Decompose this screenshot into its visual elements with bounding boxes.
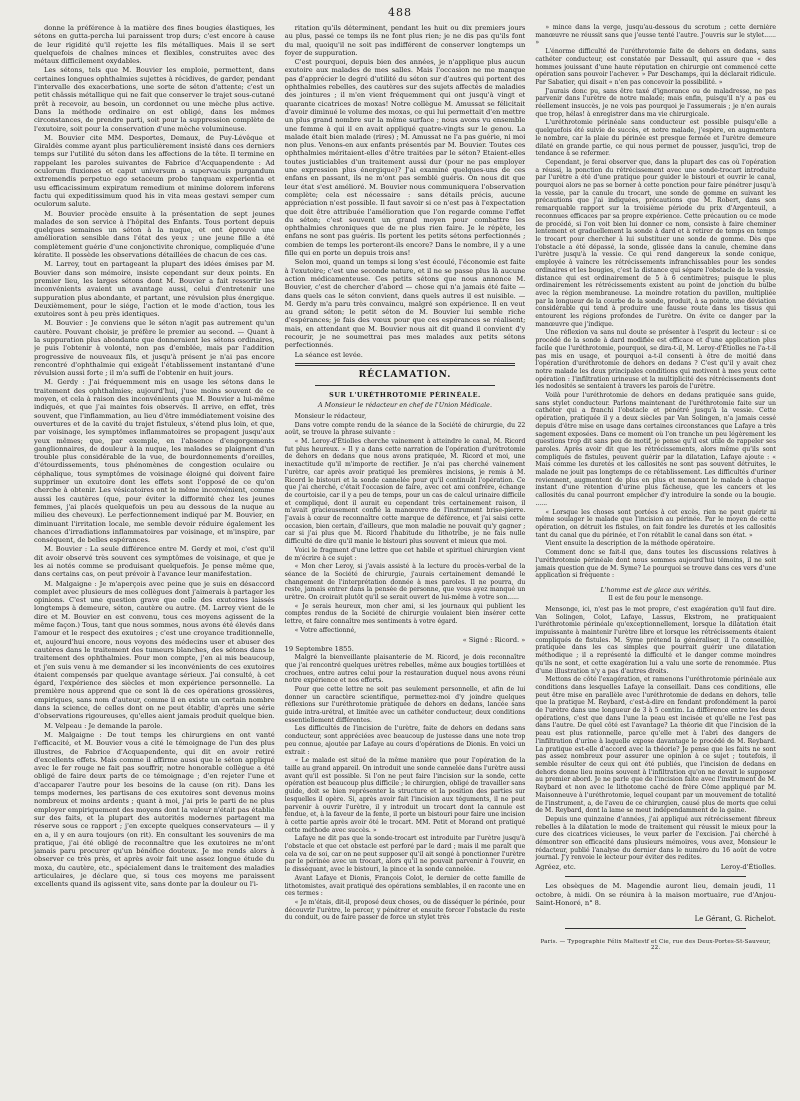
paragraph: L'énorme difficulté de l'uréthrotomie faite de dehors en dedans, sans cathéter conducteur, est constatée par Dessault, qui assure que « des hommes jouissant d'une haute réputation en chirurgie ont commencé cette opération sans pouvoir l'achever. » Par Deschamps, qui la déclarait ridicule. Par Sabatier, qui disait « n'en pas concevoir la possibilité. » bbox=[535, 48, 777, 86]
paragraph: M. Gerdy : J'ai fréquemment mis en usage les sétons dans le traitement des ophthalmies; aujourd'hui, j'use moins souvent de ce moyen, et cela à raison des inconvénients que M. Bouvier a lui-même indiqués, et que j'ai maintes fois observés. Il arrive, en effet, très souvent, que l'inflammation, au lieu d'être immédiatement voisine des ouvertures et de la cavité du trajet fistuleux, s'étend plus loin, et que, par voisinage, les symptômes inflammatoires se propagent jusqu'aux yeux mêmes; que, par exemple, en l'absence d'engorgements ganglionnaires, de douleur à la nuque, les malades se plaignent d'un trouble plus considérable de la vue, de bourdonnements d'oreilles, d'étourdissements, tous phénomènes de congestion oculaire ou céphalique, tous symptômes de voisinage éloigné qui doivent faire supprimer un exutoire dont les effets sont l'opposé de ce qu'on cherche à obtenir. Les vésicatoires ont le même inconvénient, comme aussi les cautères (que, pour éviter la difformité chez les jeunes femmes, j'ai placés quelquefois un peu au dessous de la nuque au milieu des cheveux). Le perfectionnement indiqué par M. Bouvier, en diminuant l'irritation locale, me semble devoir réduire également les chances d'irradiations inflammatoires par voisinage, et m'inspire, par conséquent, de belles espérances. bbox=[34, 378, 275, 545]
paragraph: donne la préférence à la matière des fines bougies élastiques, les sétons en gutta-percha lui paraissent trop durs; c'est encore à cause de leur rigidité qu'il rejette les fils métalliques. Mais il se sert quelquefois de chaînes minces et flexibles, construites avec des métaux difficilement oxydables. bbox=[34, 24, 275, 66]
paragraph: Depuis une quinzaine d'années, j'ai appliqué aux rétrécissement fibreux rebelles à la dilatation le mode de traitement qui réussit le mieux pour la cure des cicatrices vicieuses, le veux parler de l'excision. J'ai cherché à démontrer son efficacité dans plusieurs mémoires, vous avez, Monsieur le rédacteur, publié l'analyse du dernier dans le numéro du 16 août de votre journal. J'y renvoie le lecteur pour éviter des redites. bbox=[535, 815, 777, 862]
paragraph: « Lorsque les choses sont portées à cet excès, rien ne peut guérir ni même soulager le malade que l'incision au périnée. Par le moyen de cette opération, on détruit les fistules, on fait fondre les duretés et les callosités tant du canal que du périnée, et l'on rétablit le canal dans son état. » bbox=[535, 508, 777, 539]
middle-column bbox=[285, 24, 526, 1067]
paragraph: L'uréthrotomie périnéale sans conducteur est possible puisqu'elle a quelquefois été suivie de succès, et notre malade, j'espère, en augmentera le nombre, car la plaie du périnée est presque fermée et l'urètre demeure dilaté en grande partie, ce qui nous permet de pousser, jusqu'ici, trop de tendance à se refermer. bbox=[535, 119, 777, 158]
paragraph: Mensonge, ici, n'est pas le mot propre, c'est exagération qu'il faut dire. Van Solingen, Colot, Lafaye, Lassus, Ekstrom, ne pratiquaient l'uréthrotomie périnéale qu'exceptionnellement, lorsque la dilatation était impuissante à maintenir l'urètre libre et lorsque les rétrécissements étaient compliqués de fistules. M. Syme prétend la généraliser, il l'a conseillée, pratiquée dans les cas simples que pourrait guérir une dilatation méthodique ; il a représenté la difficulté et le danger comme moindres qu'ils ne sont, et cette exagération lui a valu une sorte de renommée. Plus d'une illustration n'y a pas d'autres droits. bbox=[535, 605, 777, 675]
paragraph: M. Bouvier procède ensuite à la présentation de sept jeunes malades de son service à l'hôpital des Enfants. Tous portent depuis quelques semaines un séton à la nuque, et ont éprouvé une amélioration sensible dans l'état des yeux ; une jeune fille a été complètement guérie d'une conjonctivite chronique, compliquée d'une kératite. Il possède les observations détaillées de chacun de ces cas. bbox=[34, 209, 275, 260]
closing-signature: Leroy-d'Étiolles. bbox=[720, 863, 777, 872]
left-column bbox=[34, 24, 275, 1067]
manager-signature: Le Gérant, G. Richelot. bbox=[694, 915, 777, 924]
page-number: 488 bbox=[388, 6, 412, 19]
paragraph: Selon moi, quand un temps si long s'est écoulé, l'économie est faite à l'exutoire; c'est une seconde nature, et il ne se passe plus là aucune action médicamenteuse. Ces petits sétons que nous annonce M. Bouvier, c'est de chercher d'abord — chose qui n'a jamais été faite — dans quels cas le séton convient, dans quels autres il est nuisible. — M. Gerdy m'a paru très convaincu, malgré son expérience. Il en veut au grand séton; le petit séton de M. Bouvier lui semble riche d'espérances; je fais des vœux pour que ces espérances se réalisent; mais, en attendant que M. Bouvier nous ait dit quand il convient d'y recourir, je ne soumettrai pas mes malades aux petits sétons perfectionnés. bbox=[284, 258, 526, 350]
obituary-rule bbox=[565, 876, 746, 877]
paragraph: Dans votre compte rendu de la séance de la Société de chirurgie, du 22 août, se trouve la phrase suivante : bbox=[284, 421, 526, 437]
paragraph: Une réflexion va sans nul doute se présenter à l'esprit du lecteur : si ce procédé de la sonde à dard modifiée est efficace et d'une application plus facile que l'uréthrotomie, pourquoi, se dira-t-il, M. Leroy-d'Étiolles ne l'a-t-il pas mis en usage, et pourquoi a-t-il consenti à être de moitié dans l'opération d'uréthrotomie de dehors en dedans ? C'est qu'il y avait chez notre malade les deux principales conditions qui motivent à mes yeux cette opération : l'infiltration urineuse et la multiplicité des rétrécissements dont les nodosités se sentaient à travers les parois de l'urètre. bbox=[535, 329, 777, 391]
obituary-notice: Les obsèques de M. Magendie auront lieu, demain jeudi, 11 octobre, à midi. On se réunira à la maison mortuaire, rue d'Anjou-Saint-Honoré, n° 8. bbox=[535, 882, 777, 908]
paragraph: Malgré la bienveillante plaisanterie de M. Ricord, je dois reconnaître que j'ai rencontré quelques urètres rebelles, même aux bougies tortillées et crochues, entre autres celui pour la restauration duquel nous avons réuni notre expérience et nos efforts. bbox=[284, 654, 526, 685]
paragraph: » mince dans la verge, jusqu'au-dessous du scrotum ; cette dernière manœuvre ne réussit sans que j'eusse tenté l'autre. J'ouvris sur le stylet...... » bbox=[535, 24, 777, 47]
paragraph: Voilà pour l'uréthrotomie de dehors en dedans pratiquée sans guide, sans stylet conducteur. Parlons maintenant de l'uréthrotomie faite sur un cathéter qui a franchi l'obstacle et pénétré jusqu'à la vessie. Cette opération, pratiquée il y a deux siècles par Van Solingen, n'a jamais cessé depuis d'être mise en usage dans certaines circonstances que Lafaye a très sagement exposées. Dans ce moment où l'on tranche un peu légèrement les questions trop dit sans peu de motif, je pense qu'il est utile de rappeler ses paroles. Après avoir dit que les rétrécissements, alors même qu'ils sont compliqués de fistules, peuvent guérir par la dilatation, Lafaye ajoute : « Mais comme les duretés et les callosités ne sont pas souvent détruites, le malade ne jouit pas longtemps de ce rétablissement. Les difficultés d'uriner reviennent, augmentent de plus en plus et menacent le malade à chaque instant d'une rétention d'urine plus fâcheuse, que les cancers et les callosités du canal pourront empêcher d'y introduire la sonde ou la bougie. ...... bbox=[535, 392, 777, 507]
paragraph: La séance est levée. bbox=[294, 350, 363, 359]
reclamation-title: RÉCLAMATION. bbox=[358, 369, 452, 380]
paragraph: ritation qu'ils déterminent, pendant les huit ou dix premiers jours au plus, passé ce temps ils ne font plus rien; je ne dis pas qu'ils font du mal, quoiqu'il ne soit pas indifférent de conserver longtemps un foyer de suppuration. bbox=[284, 24, 526, 57]
title-rule bbox=[315, 385, 496, 386]
right-text-a bbox=[535, 24, 776, 580]
right-column bbox=[535, 24, 776, 1067]
paragraph: « Le malade est situé de la même manière que pour l'opération de la taille au grand appareil. On introduit une sonde cannelée dans l'urètre aussi avant qu'il est possible. Si l'on ne peut faire l'incision sur la sonde, cette opération est beaucoup plus difficile ; le chirurgien, obligé de travailler sans guide, doit se bien représenter la structure et la position des parties sur lesquelles il opère. Si, après avoir fait l'incision aux téguments, il ne peut parvenir à ouvrir l'urètre, il y introduit un trocart dont la cannule est fendue, et, à la faveur de la fente, il porte un bistouri pour faire une incision à cette partie après avoir ôté le trocart. MM. Petit et Morand ont pratiqué cette méthode avec succès. » bbox=[284, 757, 526, 834]
poem-line: Il est de feu pour le mensonge. bbox=[608, 594, 703, 602]
paragraph: Lafaye ne dit pas que la sonde-trocart est introduite par l'urètre jusqu'à l'obstacle et que cet obstacle est perforé par le dard ; mais il me paraît que cela va de soi, car on ne peut supposer qu'il ait songé à ponctionner l'urètre par le périnée avec un trocart, alors qu'il ne pouvait parvenir à l'ouvrir, en le disséquant, avec le bistouri, la pince et la sonde cannelée. bbox=[284, 835, 526, 874]
paragraph: C'est pourquoi, depuis bien des années, je n'applique plus aucun exutoire aux malades de mes salles. Mais l'occasion ne me manque pas d'apprécier le degré d'utilité du séton sur d'autres qui portent des ophthalmies rebelles, des cautères sur des sujets affectés de maladies des jointures ; il m'en vient fréquemment qui ont jusqu'à vingt et quarante cicatrices de moxas! Notre collègue M. Amussat se félicitait d'avoir diminué le volume des moxas, ce qui lui permettait d'en mettre un plus grand nombre sur la même surface ; nous avons vu ensemble une femme à qui il en avait appliqué quatre-vingts sur le genou. La malade était bien malade (rires) ; M. Amussat ne l'a pas guérie, ni moi non plus. Venons-en aux enfants présentés par M. Bouvier. Toutes ces ophthalmies méritaient-elles d'être traitées par le séton? Etaient-elles toutes justiciables d'un traitement aussi dur (pour ne pas employer une expression plus énergique)? J'ai examiné quelques-uns de ces enfans en passant, ils ne m'ont pas semblé guéris. On nous dit que leur état s'est amélioré. M. Bouvier nous communiquera l'observation complète; cela est nécessaire : sans détails précis, aucune appréciation n'est possible. Il faut savoir si ce n'est pas à l'expectation que doit être attribuée l'amélioration que l'on regarde comme l'effet du séton; c'est souvent un grand moyen pour combattre les ophthalmies chroniques que de ne plus rien faire. Je le répète, les enfans ne sont pas guéris. Ils portent les petits sétons perfectionnés ; combien de temps les porteront-ils encore? Dans le nombre, il y a une fille qui en porte un depuis trois ans! bbox=[284, 58, 526, 258]
paragraph: M. Bouvier : La seule différence entre M. Gerdy et moi, c'est qu'il dit avoir observé très souvent ces symptômes de voisinage, et que je les ai notés comme se produisant quelquefois. Je pense même que, dans certains cas, on peut prévoir à l'avance leur manifestation. bbox=[34, 545, 275, 579]
paragraph: J'aurais donc pu, sans être taxé d'ignorance ou de maladresse, ne pas parvenir dans l'urètre de notre malade; mais enfin, puisqu'il n'y a pas eu réellement insuccès, je ne vois pas pourquoi je l'assumerais ; je n'en aurais que trop, hélas! à enregistrer dans ma vie chirurgicale. bbox=[535, 87, 777, 118]
paragraph: M. Velpeau : Je demande la parole. bbox=[44, 721, 163, 730]
paragraph: Pour que cette lettre ne soit pas seulement personnelle, et afin de lui donner un caractère scientifique, permettez-moi d'y joindre quelques réflexions sur l'uréthrotomie pratiquée de dehors en dedans, lancée sans guide intra-urétral, et limitée avec un cathéter conducteur, deux conditions essentiellement différentes. bbox=[284, 685, 526, 724]
paragraph: Comment donc se fait-il que, dans toutes les discussions relatives à l'uréthrotomie périnéale dont nous sommes aujourd'hui témoins, il ne soit jamais question que de M. Syme? Le pourquoi se trouve dans ces vers d'une application si fréquente : bbox=[535, 549, 777, 580]
section-divider bbox=[295, 363, 516, 366]
paragraph: « M. Leroy-d'Étiolles cherche vainement à atteindre le canal, M. Ricord fut plus heureux. » Il y a dans cette narration de l'opération d'urétrotomie de dehors en dedans que nous avons pratiquée, M. Ricord et moi, une inexactitude qu'il m'importe de rectifier. Je n'ai pas cherché vainement l'urètre, car après avoir pratiqué les premières incisions, je remis à M. Ricord le bistouri et la sonde cannelée pour qu'il continuât l'opération. Ce que j'ai cherché, c'était l'occasion de faire, avec cet ami confrère, échange de courtoisie, car il y a peu de temps, pour un cas de calcul urinaire difficile et compliqué, dont il aurait eu cependant très certainement raison, il m'avait gracieusement confié la manœuvre de l'instrument brise-pierre. J'avais à cœur de reconnaître cette marque de déférence, et j'ai saisi cette occasion, bien certain, d'ailleurs, que mon maladie ne pouvait qu'y gagner ; car si j'ai plus que M. Ricord l'habitude du lithotribe, je ne fais nulle difficulté de dire qu'il manie le bistouri plus souvent et mieux que moi. bbox=[284, 437, 526, 546]
paragraph: M. Malgaigne : Je m'aperçois avec peine que je suis en désaccord complet avec plusieurs de mes collègues dont j'aimerais à partager les opinions. C'est une question grave que celle des exutoires laissés longtemps à demeure, séton, cautère ou autre. (M. Larrey vient de le dire et M. Bouvier en est convenu, tous ces moyens agissent de la même façon.) Tous, tant que nous sommes, nous avons été élevés dans l'amour et le respect des exutoires ; c'est une croyance traditionnelle, et, aujourd'hui encore, nous voyons des médecins user et abuser des cautères dans le traitement des tumeurs blanches, des sétons dans le traitement des ophthalmies. Pour mon compte, j'en ai mis beaucoup, et j'en suis venu à me demander si les inconvénients de ces exutoires étaient compensés par quelque avantage sérieux. J'ai consulté, à cet égard, l'expérience des siècles et mon expérience personnelle. La première nous apprend que ce sont là de ces opérations grossières, empiriques, sans nom d'auteur, comme il en existe un certain nombre dans la science, de celles dont on ne peut établir, d'après une série d'observations rigoureuses, qu'elles aient jamais produit quelque bien. bbox=[34, 579, 275, 721]
letter-signature: « Signé : Ricord. » bbox=[462, 635, 526, 644]
paragraph: Monsieur le rédacteur, bbox=[294, 412, 367, 420]
letter-continuation bbox=[285, 654, 526, 922]
paragraph: « Je serais heureux, mon cher ami, si les journaux qui publient les comptes rendus de la Société de chirurgie voulaient bien insérer cette lettre, et faire connaître mes sentiments à votre égard. bbox=[284, 602, 526, 626]
closing-formula: Agréez, etc. bbox=[535, 863, 576, 872]
paragraph: M. Malgaigne : De tout temps les chirurgiens en ont vanté l'efficacité, et M. Bouvier vous a cité le témoignage de l'un des plus illustres, de Fabrice d'Acquapendente, qui dit en avoir retiré d'excellents effets. Mais comme il affirme aussi que le séton appliqué avec le fer rouge ne fait pas souffrir, notre honorable collègue a été obligé de faire deux parts de ce témoignage ; d'en rejeter l'une et d'accaparer l'autre pour les besoins de la cause (on rit). Dans les temps modernes, les partisans de ces exutoires sont devenus moins nombreux et moins ardents ; quant à moi, j'ai pris le parti de ne plus employer empiriquement des moyens dont la valeur n'était pas établie sur des faits, et la plupart des autorités modernes partagent ma réserve sous ce rapport ; j'en excepte quelques conservateurs — il y en a, il y en aura toujours (on rit). En consultant les souvenirs de ma pratique, j'ai été obligé de reconnaître que les exutoires ne m'ont jamais paru procurer qu'un bénéfice douteux. Je me rends alors à observer ce très près, et après avoir fait une assez longue étude du moxa, du cautère, etc., spécialement dans le traitement des maladies articulaires, je déclare que, si tous ces moyens me paraissent excellents quand ils agissent vite, sans donte par la douleur ou l'i- bbox=[34, 730, 275, 889]
discussion-text bbox=[285, 24, 526, 359]
letter-date: 19 Septembre 1855. bbox=[284, 644, 354, 653]
paragraph: « Je m'étais, dit-il, proposé deux choses, ou de disséquer le périnée, pour découvrir l'urètre, le percer, y pénétrer et ensuite forcer l'obstacle du reste du conduit, ou de faire passer de force un stylet très bbox=[284, 898, 526, 922]
paragraph: M. Larrey, tout en partageant la plupart des idées émises par M. Bouvier dans son mémoire, insiste cependant sur deux points. En premier lieu, les larges sétons dont M. Bouvier a fait ressortir les inconvénients avaient un avantage aussi, celui d'entretenir une suppuration plus abondante, et partant, une révulsion plus énergique. Deuxièmement, pour le siége, l'action et le mode d'action, tous les exutoires sont à peu près identiques. bbox=[34, 260, 275, 319]
printer-imprint: Paris. — Typographie Félix Maltestf et Cie, rue des Deux-Portes-St-Sauveur, 22. bbox=[540, 939, 771, 952]
paragraph: M. Bouvier : Je conviens que le séton n'agit pas autrement qu'un cautère. Pouvant choisir, je préfère le premier au second. — Quant à la suppuration plus abondante que donneraient les sétons ordinaires, je puis l'obtenir à volonté, non pas d'emblée, mais par l'addition progressive de nouveaux fils, et jusqu'à présent je n'ai pas encore rencontré d'ophthalmie qui exigeât l'établissement instantané d'une révulsion aussi forte ; il m'a suffi de l'obtenir en huit jours. bbox=[34, 319, 275, 378]
closing bbox=[535, 863, 776, 871]
paragraph: Mettons de côté l'exagération, et ramenons l'uréthrotomie périnéale aux conditions dans lesquelles Lafaye la conseillait. Dans ces conditions, elle peut être mise en parallèle avec l'uréthrotomie de dedans en dehors, telle que la pratique M. Reybard, c'est-à-dire en fendant profondément la paroi de l'urètre dans une longueur de 3 à 5 centim. La différence entre les deux opérations, c'est que dans l'une la peau est incisée et qu'elle ne l'est pas dans l'autre. De quel côté est l'avantage? La théorie dit que l'incision de la peau est plus rationnelle, parce qu'elle met à l'abri des dangers de l'infiltration d'urine à laquelle expose davantage le procédé de M. Reybard. La pratique est-elle d'accord avec la théorie? Je pense que les faits ne sont pas assez nombreux pour assurer une opinion à ce sujet ; toutefois, il semble résulter de ceux qui ont été publiés, que l'incision de dedans en dehors donne lieu moins souvent à l'infiltration qu'on ne devait le supposer au premier abord. Je ne parle que de l'incision faite avec l'instrument de M. Reybard et non avec le lithotome caché de frère Côme appliqué par M. Maisonneuve à l'uréthrotomie, lequel coupant par un mouvement de totalité de l'instrument, a, de l'aveu de ce chirurgien, causé plus de morts que celui de M. Reybard, dont la lame se meut indépendamment de la gaine. bbox=[535, 676, 777, 815]
imprint-rule bbox=[565, 928, 746, 929]
paragraph: Les sétons, tels que M. Bouvier les emploie, permettent, dans certaines longues ophthalmies sujettes à récidives, de garder, pendant l'intervalle des exacerbations, une sorte de séton d'attente; c'est un petit châssis métallique qui ne fait que conserver le trajet sous-cutané prêt à recevoir, au besoin, un cordonnet ou une mèche plus active. Dans la méthode ordinaire on est obligé, dans les mêmes circonstances, de prendre parti, soit pour la suppression complète de l'exutoire, soit pour la conservation d'une mèche volumineuse. bbox=[34, 66, 275, 133]
letter-text bbox=[285, 413, 526, 635]
paragraph: « Mon cher Leroy, si j'avais assisté à la lecture du procès-verbal de la séance de la Société de chirurgie, j'aurais certainement demandé le changement de l'interprétation donnée à mes paroles. Il ne pourra, du reste, jamais entrer dans la pensée de personne, que vous ayez manqué un urètre. On croirait plutôt qu'il se serait ouvert de lui-même à votre son...... bbox=[284, 563, 526, 602]
reclamation-address: A Monsieur le rédacteur en chef de l'Union Médicale. bbox=[318, 400, 492, 409]
reclamation-subtitle: SUR L'URÉTHROTOMIE PÉRINÉALE. bbox=[329, 390, 481, 399]
paragraph: Avant Lafaye et Dionis, François Colot, le dernier de cette famille de lithotomistes, avait pratiqué des opérations semblables, il en raconte une en ces termes : bbox=[284, 874, 526, 898]
paragraph: Vient ensuite la description de la méthode opératoire. bbox=[545, 540, 715, 548]
paragraph: « Votre affectionné, bbox=[294, 626, 357, 634]
text-columns bbox=[34, 24, 776, 1067]
poem-title: L'homme est de glace aux vérités. bbox=[600, 585, 711, 594]
paragraph: Les difficultés de l'incision de l'urètre, faite de dehors en dedans sans conducteur, sont appréciées avec beaucoup de justesse dans une note trop peu connue, ajoutée par Lafaye au cours d'opérations de Dionis. En voici un extrait : bbox=[284, 725, 526, 756]
paragraph: M. Bouvier cite MM. Desportes, Demaux, de Puy-Lévêque et Giraldès comme ayant plus particulièrement insisté dans ces derniers temps sur l'utilité du séton dans les affections de la tête. Il termine en rappelant les paroles suivantes de Fabrice d'Acquapendente : Ad oculorum fluxiones et caput universum a supervacuis purgandum extremendis perpetuo ego setaceum probo tanquam experientia et usu efficacissimum expiratum remedium et minime dolorem inferens factu qui expeditissimum quod his in vita meas gestavi semper cum oculorum salute. bbox=[34, 133, 275, 209]
paragraph: Voici le fragment d'une lettre que cet habile et spirituel chirurgien vient de m'écrire à ce sujet : bbox=[284, 546, 526, 562]
right-text-b bbox=[535, 606, 776, 862]
paragraph: Cependant, je ferai observer que, dans la plupart des cas où l'opération a réussi, la ponction du rétrécissement avec une sonde-trocart introduite par l'urètre a été d'une pratique pour guider le bistouri et ouvrir le canal, pourquoi alors ne pas se borner à cette ponction pour faire pénétrer jusqu'à la vessie, par la canule du trocart, une sonde de gomme en suivant les précautions que j'ai indiquées, précautions que M. Robert, dans son remarquable rapport sur la troisième période du prix d'Argenteuil, a reconnues efficaces par sa propre expérience. Cette précaution ou ce mode de procédé, si l'on voit bien lui donner ce nom, consiste à faire cheminer lentement et graduellement la sonde à dard et à retirer de temps en temps le trocart pour chercher à lui substituer une sonde de gomme. Dès que l'obstacle a été dépassé, la sonde, glissée dans la canule, chemine dans l'urètre jusqu'à la vessie. Ce qui rend dangereux la sonde conique, employée à vaincre les rétrécissements infranchissables pour les sondes ordinaires et les bougies, c'est la distance qui sépare l'obstacle de la vessie, distance qui est ordinairement de 5 à 6 centimètres; puisque le plus ordinairement les rétrécissements existent au point de jonction du bulbe avec la région membraneuse. La moindre rotation du pavillon, multipliée par la longueur de la courbe de la sonde, produit, à sa pointe, une déviation considérable qui tend à produire une fausse route dans les tissus qui entourent les régions profondes de l'urètre. On évite ce danger par la manœuvre que j'indique. bbox=[535, 158, 777, 328]
